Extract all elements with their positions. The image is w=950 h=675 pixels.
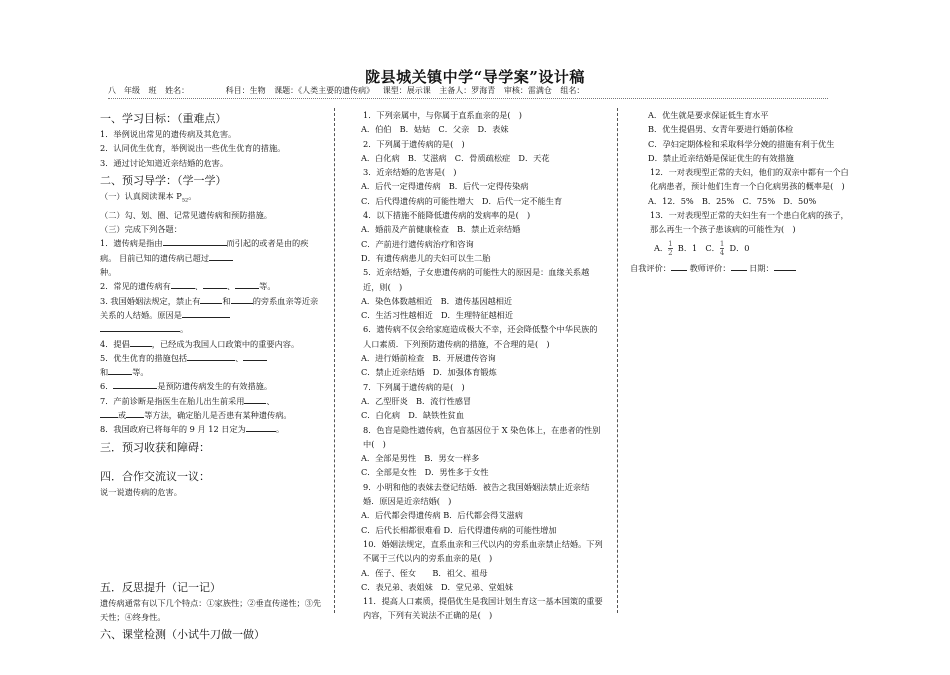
quiz-options: C．生活习性越相近 D．生理特征越相近 (361, 310, 514, 321)
column-middle (343, 108, 605, 623)
quiz-options: A．染色体数越相近 B．遗传基因越相近 (361, 295, 513, 306)
column-left (80, 108, 324, 643)
answer-blank[interactable] (187, 351, 235, 361)
quiz-question-3: 3．近亲结婚的危害是( ) (363, 167, 457, 178)
quiz-options: B．优生提倡男、女青年要进行婚前体检 (648, 124, 794, 135)
teacher-eval-blank[interactable] (731, 261, 747, 271)
column-right (630, 108, 852, 275)
question-1: 1．遗传病是指由 而引起的或者是由的疾病。 目前已知的遗传病已超过 种。 (100, 238, 309, 278)
question-2: 2．常见的遗传病有 、 、 等。 (100, 281, 276, 292)
question-5: 5．优生优育的措施包括 、 和 等。 (80, 351, 324, 380)
quiz-question-11: 11．提高人口素质，提倡优生是我国计划生育这一基本国策的重要内容，下列有关说法不正确的是( ) (363, 596, 603, 621)
class-label: 班 (148, 86, 157, 95)
answer-blank[interactable] (244, 394, 266, 404)
column-divider-1 (334, 108, 335, 613)
quiz-question-5: 5．近亲结婚，子女患遗传病的可能性大的原因是：血缘关系越近，则( ) (363, 267, 590, 292)
column-divider-2 (617, 108, 618, 613)
quiz-options: A．白化病 B．艾滋病 C．骨质疏松症 D．天花 (361, 152, 550, 163)
quiz-options: C．白化病 D．缺铁性贫血 (361, 410, 464, 421)
name-label: 姓名： (165, 86, 190, 95)
group-label: 组名： (560, 86, 585, 95)
quiz-options: C．孕妇定期体检和采取科学分娩的措施有利于优生 (648, 138, 835, 149)
quiz-options: A．后代一定得遗传病 B．后代一定得传染病 (361, 181, 529, 192)
quiz-question-12: 12．一对表现型正常的夫妇，他们的双亲中都有一个白化病患者，预计他们生育一个白化病男孩的概率是( ) (650, 167, 849, 192)
answer-blank[interactable] (130, 337, 152, 347)
objective-item: 2．认同优生优育，举例说出一些优生优育的措施。 (100, 143, 286, 154)
header-info-line (108, 85, 828, 99)
document-title: 陇县城关镇中学“导学案”设计稿 (365, 68, 585, 86)
grade-label: 八 年级 (108, 86, 140, 95)
preview-step-a: （一）认真阅读课本 $P_{52}$。 (100, 190, 197, 204)
self-eval-blank[interactable] (671, 261, 687, 271)
section-3-title: 三．预习收获和障碍： (100, 440, 210, 454)
quiz-question-9: 9．小明和他的表妹去登记结婚．被告之我国婚姻法禁止近亲结婚．原因是近亲结婚( ) (363, 481, 590, 507)
quiz-options: A．侄子、侄女 B．祖父、祖母 (361, 567, 488, 578)
quiz-options: D．有遗传病患儿的夫妇可以生二胎 (361, 252, 491, 263)
quiz-options: C．全部是女性 D．男性多于女性 (361, 467, 489, 478)
answer-blank[interactable] (182, 308, 230, 318)
question-6: 6． 是预防遗传病发生的有效措施。 (100, 381, 273, 392)
objective-item: 1．举例说出常见的遗传病及其危害。 (100, 129, 237, 139)
answer-blank[interactable] (200, 294, 222, 304)
quiz-options: A．伯伯 B．姑姑 C．父亲 D．表妹 (361, 124, 509, 135)
answer-blank[interactable] (108, 365, 132, 375)
answer-blank[interactable] (171, 279, 195, 289)
quiz-options: D．禁止近亲结婚是保证优生的有效措施 (648, 152, 794, 163)
lesson-type-label: 课型：展示课 (382, 86, 431, 95)
section-4-title: 四．合作交流议一议： (100, 469, 210, 483)
quiz-question-6: 6．遗传病不仅会给家庭造成极大不幸，还会降低整个中华民族的人口素质．下列预防遗传病的措施，不合理的是( ) (363, 324, 598, 349)
quiz-question-7: 7．下列属于遗传病的是( ) (363, 381, 465, 392)
quiz-question-2: 2．下列属于遗传病的是( ) (363, 138, 465, 149)
question-7: 7．产前诊断是指医生在胎儿出生前采用 、 或 等方法，确定胎儿是否患有某种遗传病。 (100, 395, 292, 420)
answer-blank[interactable] (126, 408, 144, 418)
quiz-question-4: 4．以下措施不能降低遗传病的发病率的是( ) (363, 210, 531, 221)
answer-blank[interactable] (231, 294, 253, 304)
question-3: 3. 我国婚姻法规定，禁止有 和 的旁系血亲等近亲关系的人结婚。原因是 。 (100, 295, 319, 335)
quiz-options: A．乙型肝炎 B．流行性感冒 (361, 395, 472, 406)
discussion-prompt: 说一说遗传病的危害。 (100, 486, 182, 497)
quiz-options: C．后代长相都很难看 D．后代得遗传病的可能性增加 (361, 524, 557, 535)
preparer-label: 主备人：罗海青 (439, 86, 496, 95)
topic-label: 课题：《人类主要的遗传病》 (274, 86, 375, 95)
quiz-question-13: 13．一对表现型正常的夫妇生有一个患白化病的孩子，那么再生一个孩子患该病的可能性为( ) (650, 210, 849, 235)
answer-blank[interactable] (246, 422, 276, 432)
quiz-options-13: A． $\frac{1}{2}$ B．1 C． $\frac{1}{4}$ D．0 (654, 240, 750, 258)
quiz-options: A．后代都会得遗传病 B．后代都会得艾滋病 (361, 510, 523, 521)
subject-label: 科目：生物 (225, 86, 266, 95)
question-4: 4．提倡 ，已经成为我国人口政策中的重要内容。 (100, 338, 300, 349)
reflection-text: 遗传病通常有以下几个特点：①家族性；②垂直传递性；③先天性；④终身性。 (100, 597, 322, 623)
quiz-question-8: 8．色盲是隐性遗传病，色盲基因位于 X 染色体上，在患者的性别中( ) (363, 424, 601, 449)
answer-blank[interactable] (209, 251, 233, 261)
evaluation-line: 自我评价： 教师评价： 日期： (630, 261, 852, 275)
question-8: 8．我国政府已将每年的 9 月 12 日定为 。 (100, 424, 285, 435)
quiz-options: A．优生就是要求保证低生育水平 (648, 110, 769, 120)
fraction-one-half: $\frac{1}{2}$ (668, 240, 673, 258)
quiz-question-10: 10．婚姻法规定，直系血亲和三代以内的旁系血亲禁止结婚。下列不属于三代以内的旁系血亲的是( ) (363, 538, 603, 564)
section-2-title: 二、预习导学：（学一学） (100, 173, 227, 187)
answer-blank[interactable] (203, 279, 227, 289)
date-blank[interactable] (774, 261, 796, 271)
answer-blank[interactable] (235, 279, 259, 289)
answer-blank[interactable] (243, 351, 267, 361)
fraction-one-quarter: $\frac{1}{4}$ (719, 240, 725, 258)
answer-blank[interactable] (163, 236, 227, 246)
quiz-options: C．产前进行遗传病治疗和咨询 (361, 238, 474, 249)
section-6-title: 六、课堂检测（小试牛刀做一做） (100, 628, 265, 642)
quiz-options: C．后代得遗传病的可能性增大 D．后代一定不能生育 (361, 195, 563, 206)
quiz-options: A．12．5% B．25% C．75% D．50% (648, 195, 817, 206)
answer-blank[interactable] (100, 408, 118, 418)
quiz-options: A．全部是男性 B．男女一样多 (361, 453, 480, 464)
reviewer-label: 审核：雷满仓 (503, 86, 552, 95)
section-5-title: 五．反思提升（记一记） (100, 580, 221, 594)
answer-blank[interactable] (100, 322, 180, 332)
preview-step-c: （三）完成下列各题： (100, 224, 182, 235)
quiz-question-1: 1．下列亲属中，与你属于直系血亲的是( ) (363, 110, 522, 120)
objective-item: 3．通过讨论知道近亲结婚的危害。 (100, 157, 229, 168)
answer-blank[interactable] (113, 379, 157, 389)
quiz-options: A．婚前及产前健康检查 B．禁止近亲结婚 (361, 224, 521, 235)
quiz-options: C．表兄弟、表姐妹 D．堂兄弟、堂姐妹 (361, 581, 514, 592)
quiz-options: C．禁止近亲结婚 D．加强体育锻炼 (361, 367, 497, 378)
preview-step-b: （二）勾、划、圈、记常见遗传病和预防措施。 (100, 209, 272, 220)
section-1-title: 一、学习目标：（重难点） (100, 112, 227, 125)
quiz-options: A．进行婚前检查 B．开展遗传咨询 (361, 353, 496, 364)
